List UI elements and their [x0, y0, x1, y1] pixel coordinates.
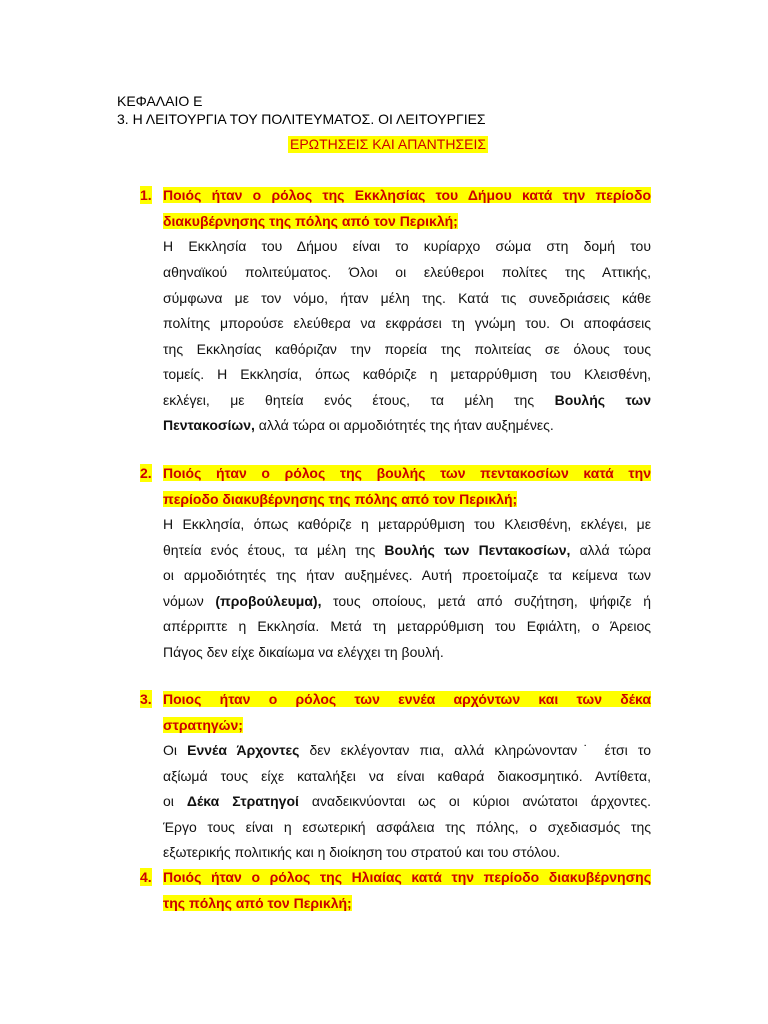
question-1-line-1: [163, 186, 651, 204]
answer-2-line-4-text: νόμων: [163, 593, 216, 609]
question-2-line-1: [163, 464, 651, 482]
answer-2-line-5: απέρριπτε η Εκκλησία. Μετά τη μεταρρύθμιση του Εφιάλτη, ο Άρειος: [163, 618, 651, 634]
question-4-line-1: [163, 868, 651, 886]
answer-3-line-1-text: Οι: [163, 742, 188, 758]
answer-1-line-7-bold: Βουλής των: [554, 392, 651, 408]
answer-2-line-1: Η Εκκλησία, όπως καθόριζε η μεταρρύθμιση του Κλεισθένη, εκλέγει, με: [163, 516, 651, 532]
answer-2-line-2: [163, 541, 651, 559]
question-1-text-1: Ποιός ήταν ο ρόλος της Εκκλησίας του Δήμου κατά την περίοδο: [163, 187, 651, 203]
question-2-line-2: [163, 490, 517, 508]
chapter-heading: ΚΕΦΑΛΑΙΟ Ε: [117, 93, 203, 109]
question-3-text-2: στρατηγών;: [163, 717, 243, 733]
question-4-text-1: Ποιός ήταν ο ρόλος της Ηλιαίας κατά την περίοδο διακυβέρνησης: [163, 869, 651, 885]
answer-3-line-3-tail: αναδεικνύονται ως οι κύριοι ανώτατοι άρχοντες.: [298, 793, 651, 809]
answer-3-line-1: [163, 741, 651, 759]
question-2-number: 2.: [140, 465, 152, 481]
answer-1-line-8-bold: Πεντακοσίων,: [163, 417, 255, 433]
answer-1-line-7-text: εκλέγει, με θητεία ενός έτους, τα μέλη της: [163, 392, 535, 408]
question-3-line-1: [163, 690, 651, 708]
answer-1-line-4: πολίτης μπορούσε ελεύθερα να εκφράσει τη γνώμη του. Οι αποφάσεις: [163, 315, 651, 331]
answer-1-line-6: τομείς. Η Εκκλησία, όπως καθόριζε η μεταρρύθμιση του Κλεισθένη,: [163, 366, 651, 382]
answer-3-line-3-text: οι: [163, 793, 187, 809]
answer-2-line-4-bold: (προβούλευμα),: [215, 593, 322, 609]
answer-3-line-4: Έργο τους είναι η εσωτερική ασφάλεια της πόλης, ο σχεδιασμός της: [163, 819, 651, 835]
question-1-text-2: διακυβέρνησης της πόλης από τον Περικλή;: [163, 213, 458, 229]
question-2-text-1: Ποιός ήταν ο ρόλος της βουλής των πεντακοσίων κατά την: [163, 465, 651, 481]
section-heading: 3. Η ΛΕΙΤΟΥΡΓΙΑ ΤΟΥ ΠΟΛΙΤΕΥΜΑΤΟΣ. ΟΙ ΛΕΙΤΟΥΡΓΙΕΣ: [117, 111, 486, 127]
question-3-line-2: [163, 716, 243, 734]
answer-1-line-7: [163, 391, 651, 409]
answer-2-line-2-tail: αλλά τώρα: [570, 542, 651, 558]
answer-3-line-5: εξωτερικής πολιτικής και η διοίκηση του στρατού και του στόλου.: [163, 844, 561, 860]
question-1-number: 1.: [140, 187, 152, 203]
answer-3-line-1-tail: δεν εκλέγονταν πια, αλλά κληρώνονταν˙ έτσι το: [299, 742, 651, 758]
answer-2-line-2-bold: Βουλής των Πεντακοσίων,: [384, 542, 571, 558]
subtitle: ΕΡΩΤΗΣΕΙΣ ΚΑΙ ΑΠΑΝΤΗΣΕΙΣ: [289, 136, 486, 152]
question-3-text-1: Ποιος ήταν ο ρόλος των εννέα αρχόντων και των δέκα: [163, 691, 651, 707]
question-3-number: 3.: [140, 691, 152, 707]
answer-3-line-1-bold: Εννέα Άρχοντες: [187, 742, 300, 758]
answer-1-line-1: Η Εκκλησία του Δήμου είναι το κυρίαρχο σώμα στη δομή του: [163, 238, 651, 254]
answer-3-line-2: αξίωμά τους είχε καταλήξει να είναι καθαρά διακοσμητικό. Αντίθετα,: [163, 768, 651, 784]
answer-1-line-8: [163, 416, 651, 434]
answer-3-line-3-bold: Δέκα Στρατηγοί: [186, 793, 299, 809]
answer-1-line-3: σύμφωνα με τον νόμο, ήταν μέλη της. Κατά τις συνεδριάσεις κάθε: [163, 290, 651, 306]
answer-2-line-4-tail: τους οποίους, μετά από συζήτηση, ψήφιζε ή: [321, 593, 651, 609]
question-4-number: 4.: [140, 869, 152, 885]
answer-2-line-2-text: θητεία ενός έτους, τα μέλη της: [163, 542, 385, 558]
answer-2-line-6: Πάγος δεν είχε δικαίωμα να ελέγχει τη βουλή.: [163, 644, 444, 660]
question-1-line-2: [163, 212, 458, 230]
question-2-text-2: περίοδο διακυβέρνησης της πόλης από τον Περικλή;: [163, 491, 518, 507]
answer-3-line-3: [163, 792, 651, 810]
answer-2-line-4: [163, 592, 651, 610]
question-4-text-2: της πόλης από τον Περικλή;: [163, 895, 352, 911]
answer-1-line-2: αθηναϊκού πολιτεύματος. Όλοι οι ελεύθεροι πολίτες της Αττικής,: [163, 264, 651, 280]
question-4-line-2: [163, 894, 352, 912]
answer-1-line-5: της Εκκλησίας καθόριζαν την πορεία της πολιτείας σε όλους τους: [163, 341, 651, 357]
answer-2-line-3: οι αρμοδιότητές της ήταν αυξημένες. Αυτή προετοίμαζε τα κείμενα των: [163, 567, 651, 583]
subtitle-container: [0, 136, 768, 154]
answer-1-line-8-text: αλλά τώρα οι αρμοδιότητές της ήταν αυξημένες.: [254, 417, 554, 433]
